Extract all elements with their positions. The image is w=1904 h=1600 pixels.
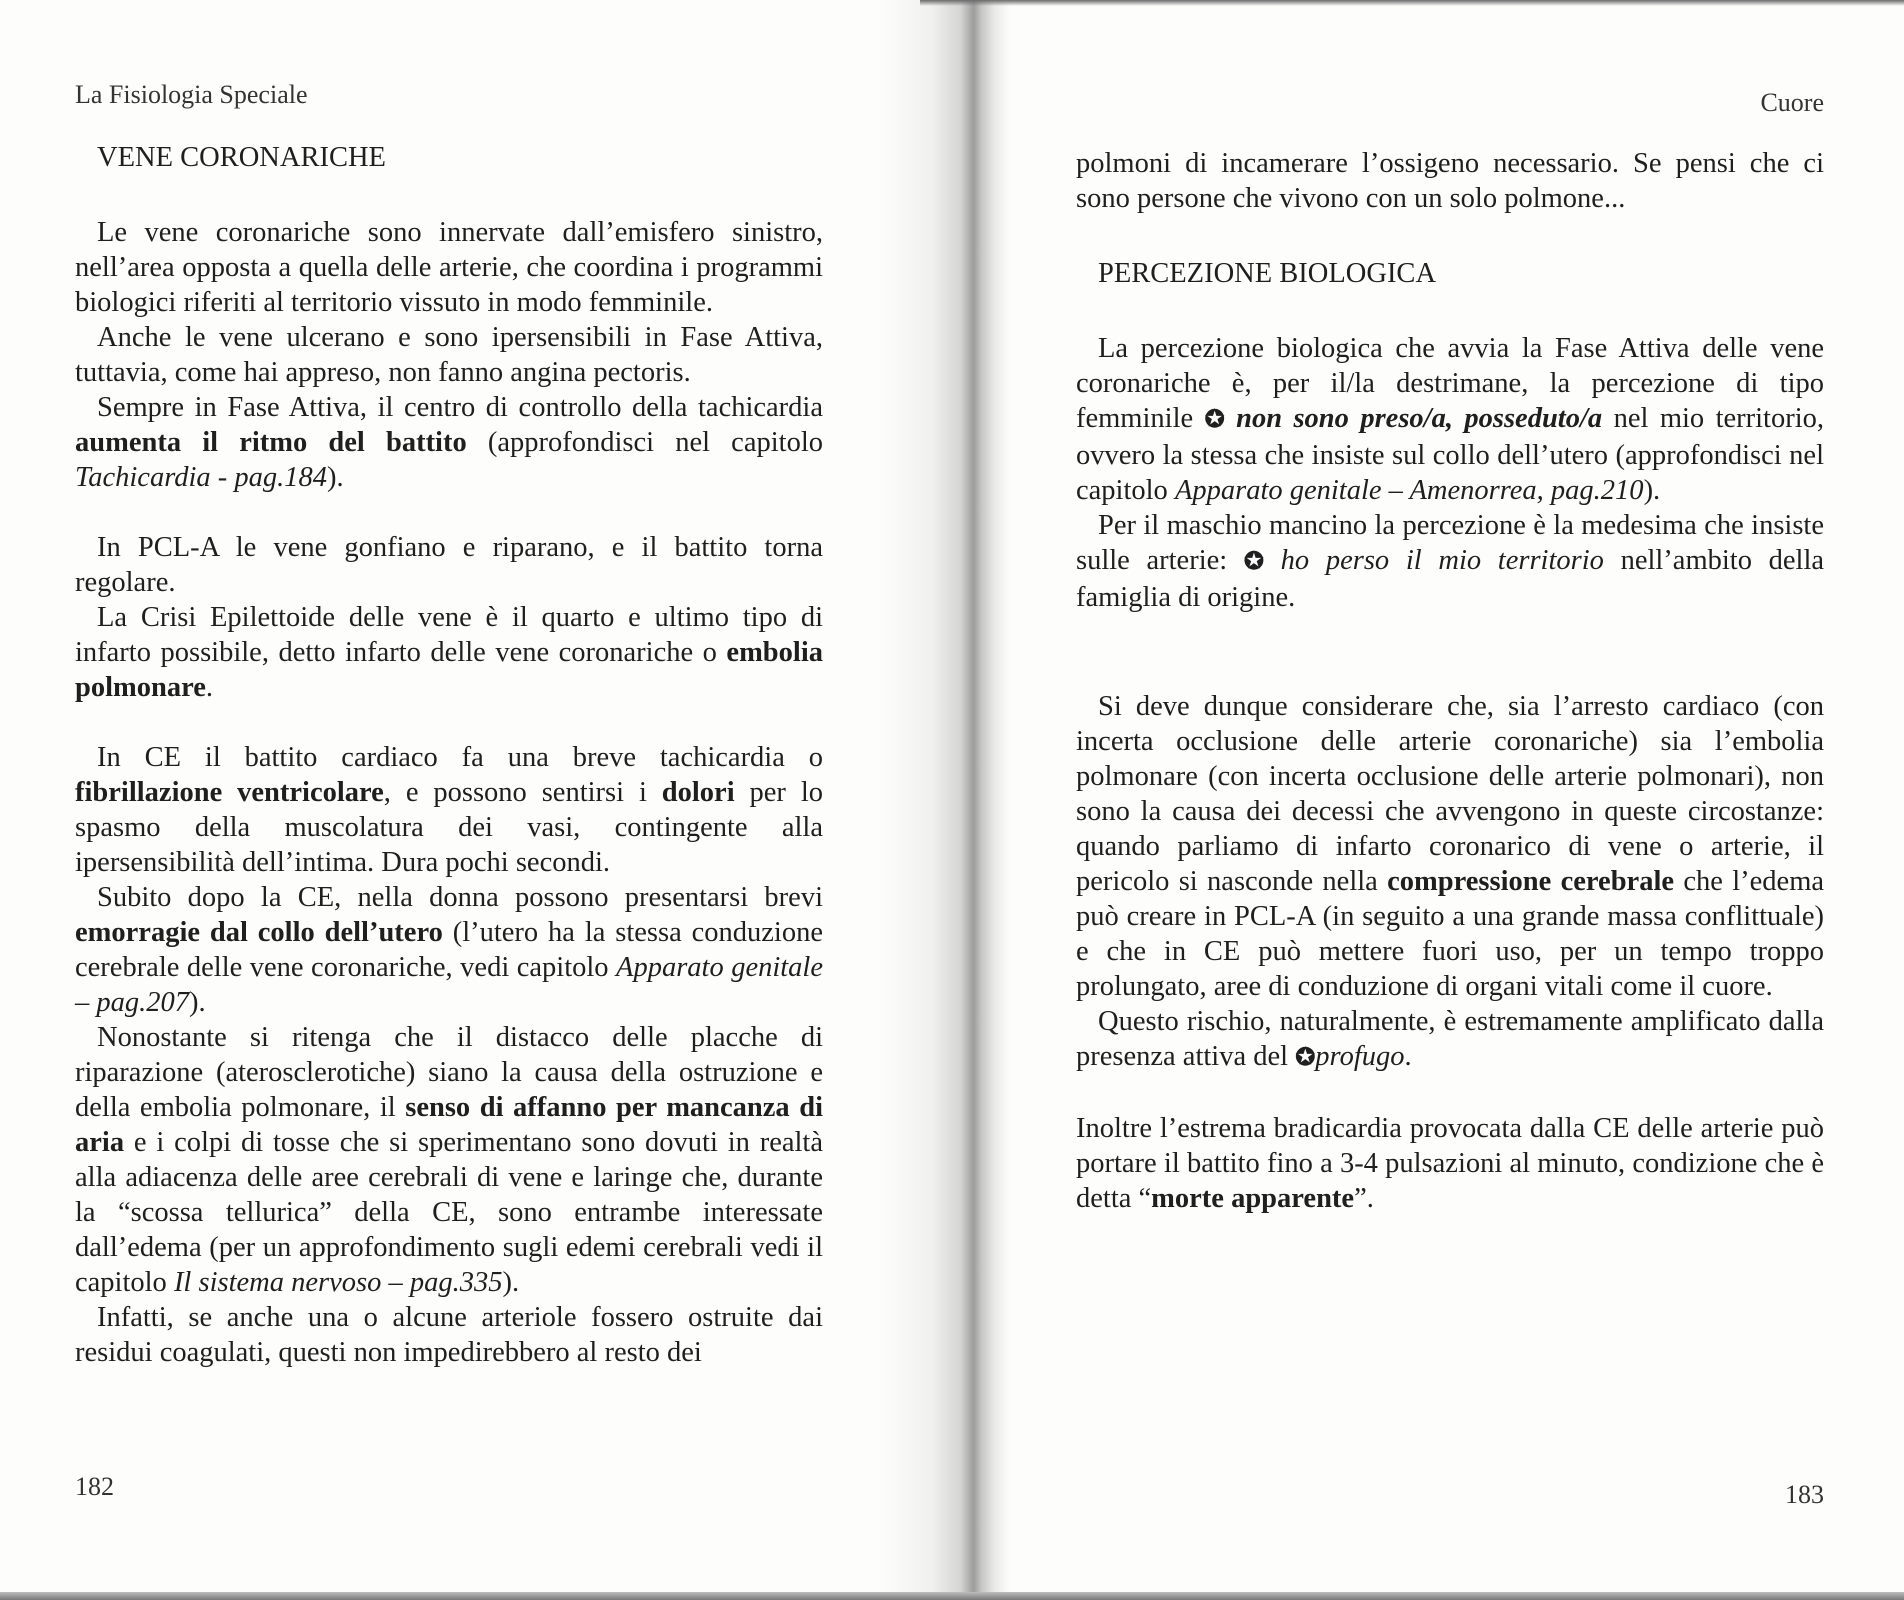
running-head-right: Cuore xyxy=(1760,88,1824,117)
right-text-block xyxy=(1076,146,1824,1216)
paragraph: Inoltre l’estrema bradicardia provocata dalla CE delle arterie può portare il battito fino a 3-4 pulsazioni al minuto, condizione che è detta “morte apparente”. xyxy=(1076,1113,1824,1214)
paragraph: polmoni di incamerare l’ossigeno necessario. Se pensi che ci sono persone che vivono con un solo polmone... xyxy=(1076,148,1824,214)
paragraph: La Crisi Epilettoide delle vene è il quarto e ultimo tipo di infarto possibile, detto infarto delle vene coronariche o embolia polmonare. xyxy=(75,602,823,703)
paragraph: In CE il battito cardiaco fa una breve tachicardia o fibrillazione ventricolare, e possono sentirsi i dolori per lo spasmo della muscolatura dei vasi, contingente alla ipersensibilità dell’intima. Dura pochi secondi. xyxy=(75,742,823,878)
paragraph: Si deve dunque considerare che, sia l’arresto cardiaco (con incerta occlusione delle arterie coronariche) sia l’embolia polmonare (con incerta occlusione delle arterie polmonari), non sono la causa dei decessi che avvengono in queste circostanze: quando parliamo di infarto coronarico di vene o arterie, il pericolo si nasconde nella compressione cerebrale che l’edema può creare in PCL-A (in seguito a una grande massa conflittuale) e che in CE può mettere fuori uso, per un tempo troppo prolungato, aree di conduzione di organi vitali come il cuore. xyxy=(1076,691,1825,1002)
paragraph: In PCL-A le vene gonfiano e riparano, e il battito torna regolare. xyxy=(75,532,823,598)
paragraph: Subito dopo la CE, nella donna possono presentarsi brevi emorragie dal collo dell’utero (l’utero ha la stessa conduzione cerebrale delle vene coronariche, vedi capitolo Apparato genitale – pag.207). xyxy=(75,882,823,1018)
star-marker-icon: ✪ xyxy=(1204,407,1225,433)
paragraph: Infatti, se anche una o alcune arteriole fossero ostruite dai residui coagulati, questi non impedirebbero al resto dei xyxy=(75,1302,823,1368)
left-text-block xyxy=(75,140,823,1370)
section-title-vene-coronariche: VENE CORONARICHE xyxy=(97,142,386,173)
paragraph: Nonostante si ritenga che il distacco delle placche di riparazione (aterosclerotiche) siano la causa della ostruzione e della embolia polmonare, il senso di affanno per mancanza di aria e i colpi di tosse che si sperimentano sono dovuti in realtà alla adiacenza delle aree cerebrali di vene e laringe che, durante la “scossa tellurica” della CE, sono entrambe interessate dall’edema (per un approfondimento sugli edemi cerebrali vedi il capitolo Il sistema nervoso – pag.335). xyxy=(75,1022,824,1298)
running-head-left: La Fisiologia Speciale xyxy=(75,80,308,109)
star-marker-icon: ✪ xyxy=(1295,1045,1316,1071)
paragraph: Le vene coronariche sono innervate dall’emisfero sinistro, nell’area opposta a quella delle arterie, che coordina i programmi biologici riferiti al territorio vissuto in modo femminile. xyxy=(75,217,823,318)
page-bottom-edge xyxy=(0,1592,1904,1600)
paragraph: Sempre in Fase Attiva, il centro di controllo della tachicardia aumenta il ritmo del battito (approfondisci nel capitolo Tachicardia - pag.184). xyxy=(75,392,823,493)
paragraph: Anche le vene ulcerano e sono ipersensibili in Fase Attiva, tuttavia, come hai appreso, non fanno angina pectoris. xyxy=(75,322,823,388)
left-page xyxy=(0,0,952,1594)
paragraph: Questo rischio, naturalmente, è estremamente amplificato dalla presenza attiva del ✪profugo. xyxy=(1076,1006,1824,1072)
book-gutter-shadow xyxy=(880,0,1010,1600)
page-number-right: 183 xyxy=(1785,1480,1824,1509)
paragraph: Per il maschio mancino la percezione è la medesima che insiste sulle arterie: ✪ ho perso il mio territorio nell’ambito della famiglia di origine. xyxy=(1076,510,1825,613)
paragraph: La percezione biologica che avvia la Fase Attiva delle vene coronariche è, per il/la destrimane, la percezione di tipo femminile ✪ non sono preso/a, posseduto/a nel mio territorio, ovvero la stessa che insiste sul collo dell’utero (approfondisci nel capitolo Apparato genitale – Amenorrea, pag.210). xyxy=(1076,333,1824,506)
page-number-left: 182 xyxy=(75,1472,114,1501)
section-title-percezione-biologica: PERCEZIONE BIOLOGICA xyxy=(1098,258,1437,289)
page-top-edge xyxy=(920,0,1904,6)
star-marker-icon: ✪ xyxy=(1243,549,1264,575)
